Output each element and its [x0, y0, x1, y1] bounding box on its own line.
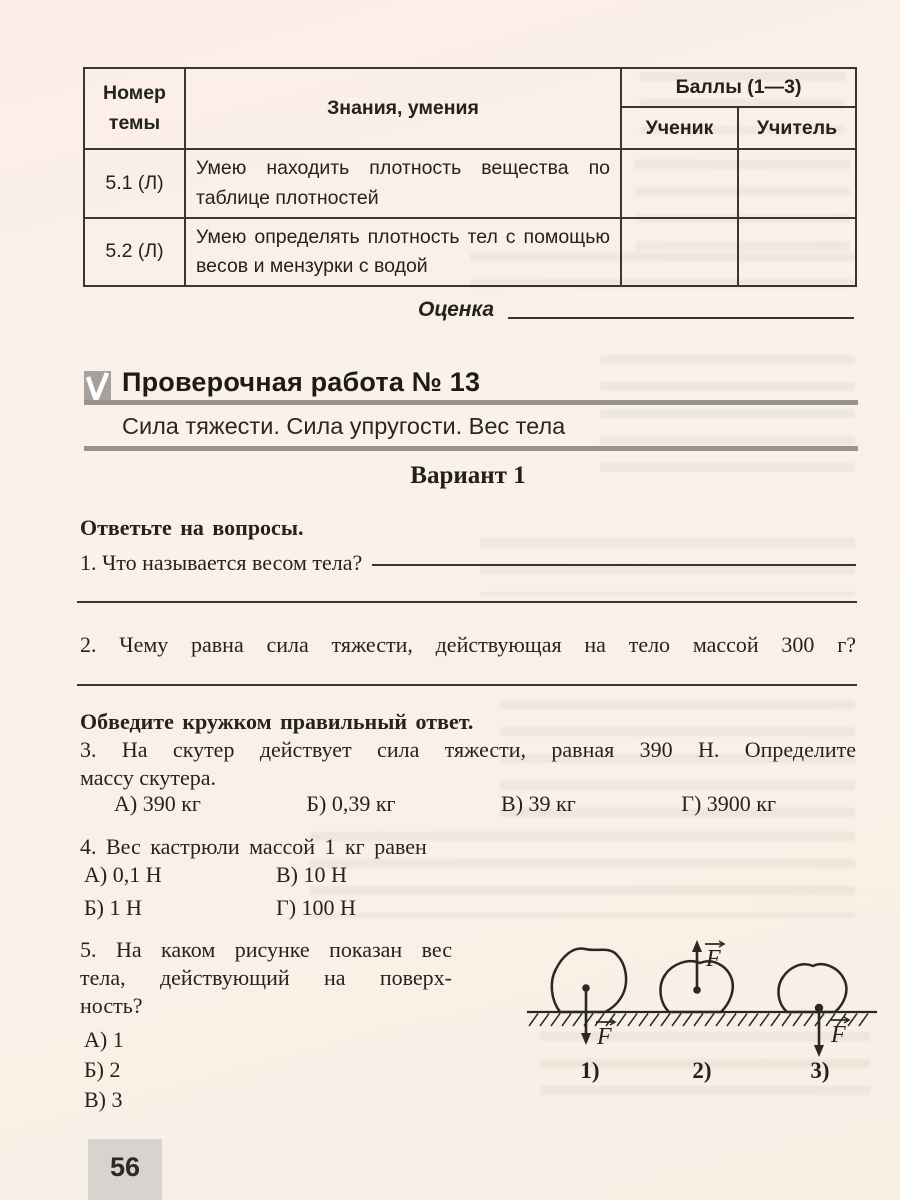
teacher-score-cell [738, 149, 856, 218]
topic-cell: 5.2 (Л) [84, 218, 185, 287]
figure-caption-3: 3) [810, 1058, 830, 1083]
question-5-line3: ность? [80, 993, 143, 1018]
option-g: Г) 3900 кг [681, 791, 776, 816]
option-v: В) 3 [84, 1087, 123, 1112]
option-a: А) 0,1 Н [84, 862, 162, 887]
grade-label: Оценка [418, 298, 495, 321]
option-b: Б) 2 [84, 1057, 121, 1082]
question-3-line2: массу скутера. [80, 765, 217, 790]
arrowhead [814, 1045, 824, 1057]
ground-hatching [529, 1014, 868, 1027]
question-5-line1: 5. На каком рисунке показан вес [80, 937, 452, 962]
score-table [83, 67, 857, 287]
force-label: F [706, 946, 721, 972]
answer-blank-line [77, 684, 857, 686]
question-4: 4. Вес кастрюли массой 1 кг равен [80, 834, 427, 859]
col-header-skills: Знания, умения [185, 68, 621, 149]
question-3-options [114, 791, 776, 817]
topic-cell: 5.1 (Л) [84, 149, 185, 218]
skill-cell: Умею определять плотность тел с помощью весов и мензурки с водой [185, 218, 621, 287]
answer-blank-line [372, 564, 856, 566]
force-label: F [597, 1024, 612, 1050]
page-number-value: 56 [109, 1152, 141, 1182]
skill-cell: Умею находить плотность вещества по таблице плотностей [185, 149, 621, 218]
question-4-options [84, 862, 356, 921]
question5-figure [512, 920, 894, 1092]
col-header-student: Ученик [621, 107, 738, 149]
option-v: В) 39 кг [501, 791, 576, 816]
question-3-line1: 3. На скутер действует сила тяжести, равная 390 Н. Определите [80, 737, 856, 762]
grade-blank-line [508, 317, 854, 319]
rock-3 [778, 964, 846, 1012]
table-row [84, 149, 856, 218]
teacher-score-cell [738, 218, 856, 287]
student-score-cell [621, 218, 738, 287]
question-1-text: 1. Что называется весом тела? [80, 550, 363, 575]
divider-rule [84, 446, 858, 451]
question-5-line2: тела, действующий на поверх- [80, 965, 452, 990]
work-title: Проверочная работа № 13 [122, 367, 481, 397]
force-label: F [831, 1022, 846, 1048]
answer-blank-line [77, 601, 857, 603]
question-5-options [84, 1026, 124, 1116]
figure-caption-2: 2) [692, 1058, 712, 1083]
circle-prompt: Обведите кружком правильный ответ. [80, 709, 474, 734]
option-a: А) 390 кг [114, 791, 201, 816]
option-a: А) 1 [84, 1027, 124, 1052]
col-header-topic: Номер темы [84, 68, 185, 149]
rock-1 [552, 949, 626, 1012]
variant-heading: Вариант 1 [410, 462, 526, 489]
work-subtitle: Сила тяжести. Сила упругости. Вес тела [122, 413, 566, 439]
arrowhead [581, 1033, 591, 1045]
option-v: В) 10 Н [276, 862, 347, 887]
option-b: Б) 0,39 кг [306, 791, 396, 816]
figure-caption-1: 1) [580, 1058, 600, 1083]
divider-rule [84, 400, 858, 405]
option-g: Г) 100 Н [276, 895, 356, 920]
option-b: Б) 1 Н [84, 895, 142, 920]
question-5 [80, 936, 452, 1020]
question-2: 2. Чему равна сила тяжести, действующая на тело массой 300 г? [80, 632, 856, 657]
col-header-points: Баллы (1—3) [621, 68, 856, 107]
question-1 [80, 550, 856, 576]
arrowhead [692, 940, 702, 952]
table-row [84, 218, 856, 287]
col-header-teacher: Учитель [738, 107, 856, 149]
grade-row [418, 298, 854, 322]
page-number [88, 1139, 162, 1200]
student-score-cell [621, 149, 738, 218]
answer-prompt: Ответьте на вопросы. [80, 515, 304, 540]
